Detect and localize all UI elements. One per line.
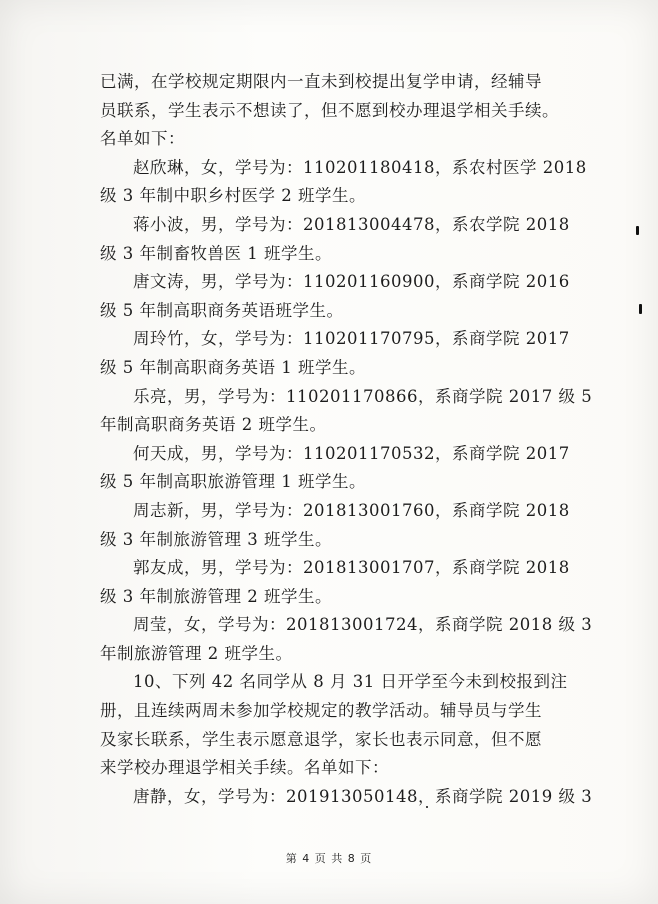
text-line: 周玲竹，女，学号为：110201170795，系商学院 2017	[133, 329, 570, 349]
text-line: 周莹，女，学号为：201813001724，系商学院 2018 级 3	[133, 615, 593, 635]
text-line: 册，且连续两周未参加学校规定的教学活动。辅导员与学生	[100, 701, 542, 721]
text-line: 级 3 年制畜牧兽医 1 班学生。	[100, 243, 332, 263]
text-line: 年制高职商务英语 2 班学生。	[100, 415, 327, 435]
text-line: 级 5 年制高职旅游管理 1 班学生。	[100, 472, 366, 492]
scan-speck	[636, 226, 639, 235]
text-line: 级 3 年制旅游管理 2 班学生。	[100, 586, 332, 606]
text-line: 赵欣琳，女，学号为：110201180418，系农村医学 2018	[133, 157, 587, 177]
text-line: 来学校办理退学相关手续。名单如下：	[100, 758, 389, 778]
text-line: 年制旅游管理 2 班学生。	[100, 643, 293, 663]
text-line: 级 5 年制高职商务英语班学生。	[100, 300, 344, 320]
text-line: 员联系，学生表示不想读了，但不愿到校办理退学相关手续。	[100, 100, 559, 120]
text-line: 何天成，男，学号为：110201170532，系商学院 2017	[133, 443, 570, 463]
text-line: 唐文涛，男，学号为：110201160900，系商学院 2016	[133, 272, 570, 292]
scan-speck	[639, 304, 642, 314]
text-line: 周志新，男，学号为：201813001760，系商学院 2018	[133, 500, 570, 520]
page-footer: 第 4 页 共 8 页	[285, 852, 373, 865]
text-line: 已满，在学校规定期限内一直未到校提出复学申请，经辅导	[100, 72, 542, 91]
text-line: 郭友成，男，学号为：201813001707，系商学院 2018	[133, 558, 570, 578]
document-body	[100, 68, 593, 811]
text-line: 10、下列 42 名同学从 8 月 31 日开学至今未到校报到注	[133, 672, 568, 692]
text-line: 级 3 年制旅游管理 3 班学生。	[100, 529, 332, 549]
text-line: 乐亮，男，学号为：110201170866，系商学院 2017 级 5	[133, 386, 593, 406]
text-line: 级 5 年制高职商务英语 1 班学生。	[100, 357, 366, 377]
text-line: 蒋小波，男，学号为：201813004478，系农学院 2018	[133, 214, 570, 234]
text-line: 及家长联系，学生表示愿意退学，家长也表示同意，但不愿	[100, 729, 542, 749]
text-line: 名单如下：	[100, 129, 185, 149]
text-line: 级 3 年制中职乡村医学 2 班学生。	[100, 186, 366, 206]
scan-speck	[426, 806, 428, 808]
text-line: 唐静，女，学号为：201913050148，系商学院 2019 级 3	[133, 786, 593, 806]
